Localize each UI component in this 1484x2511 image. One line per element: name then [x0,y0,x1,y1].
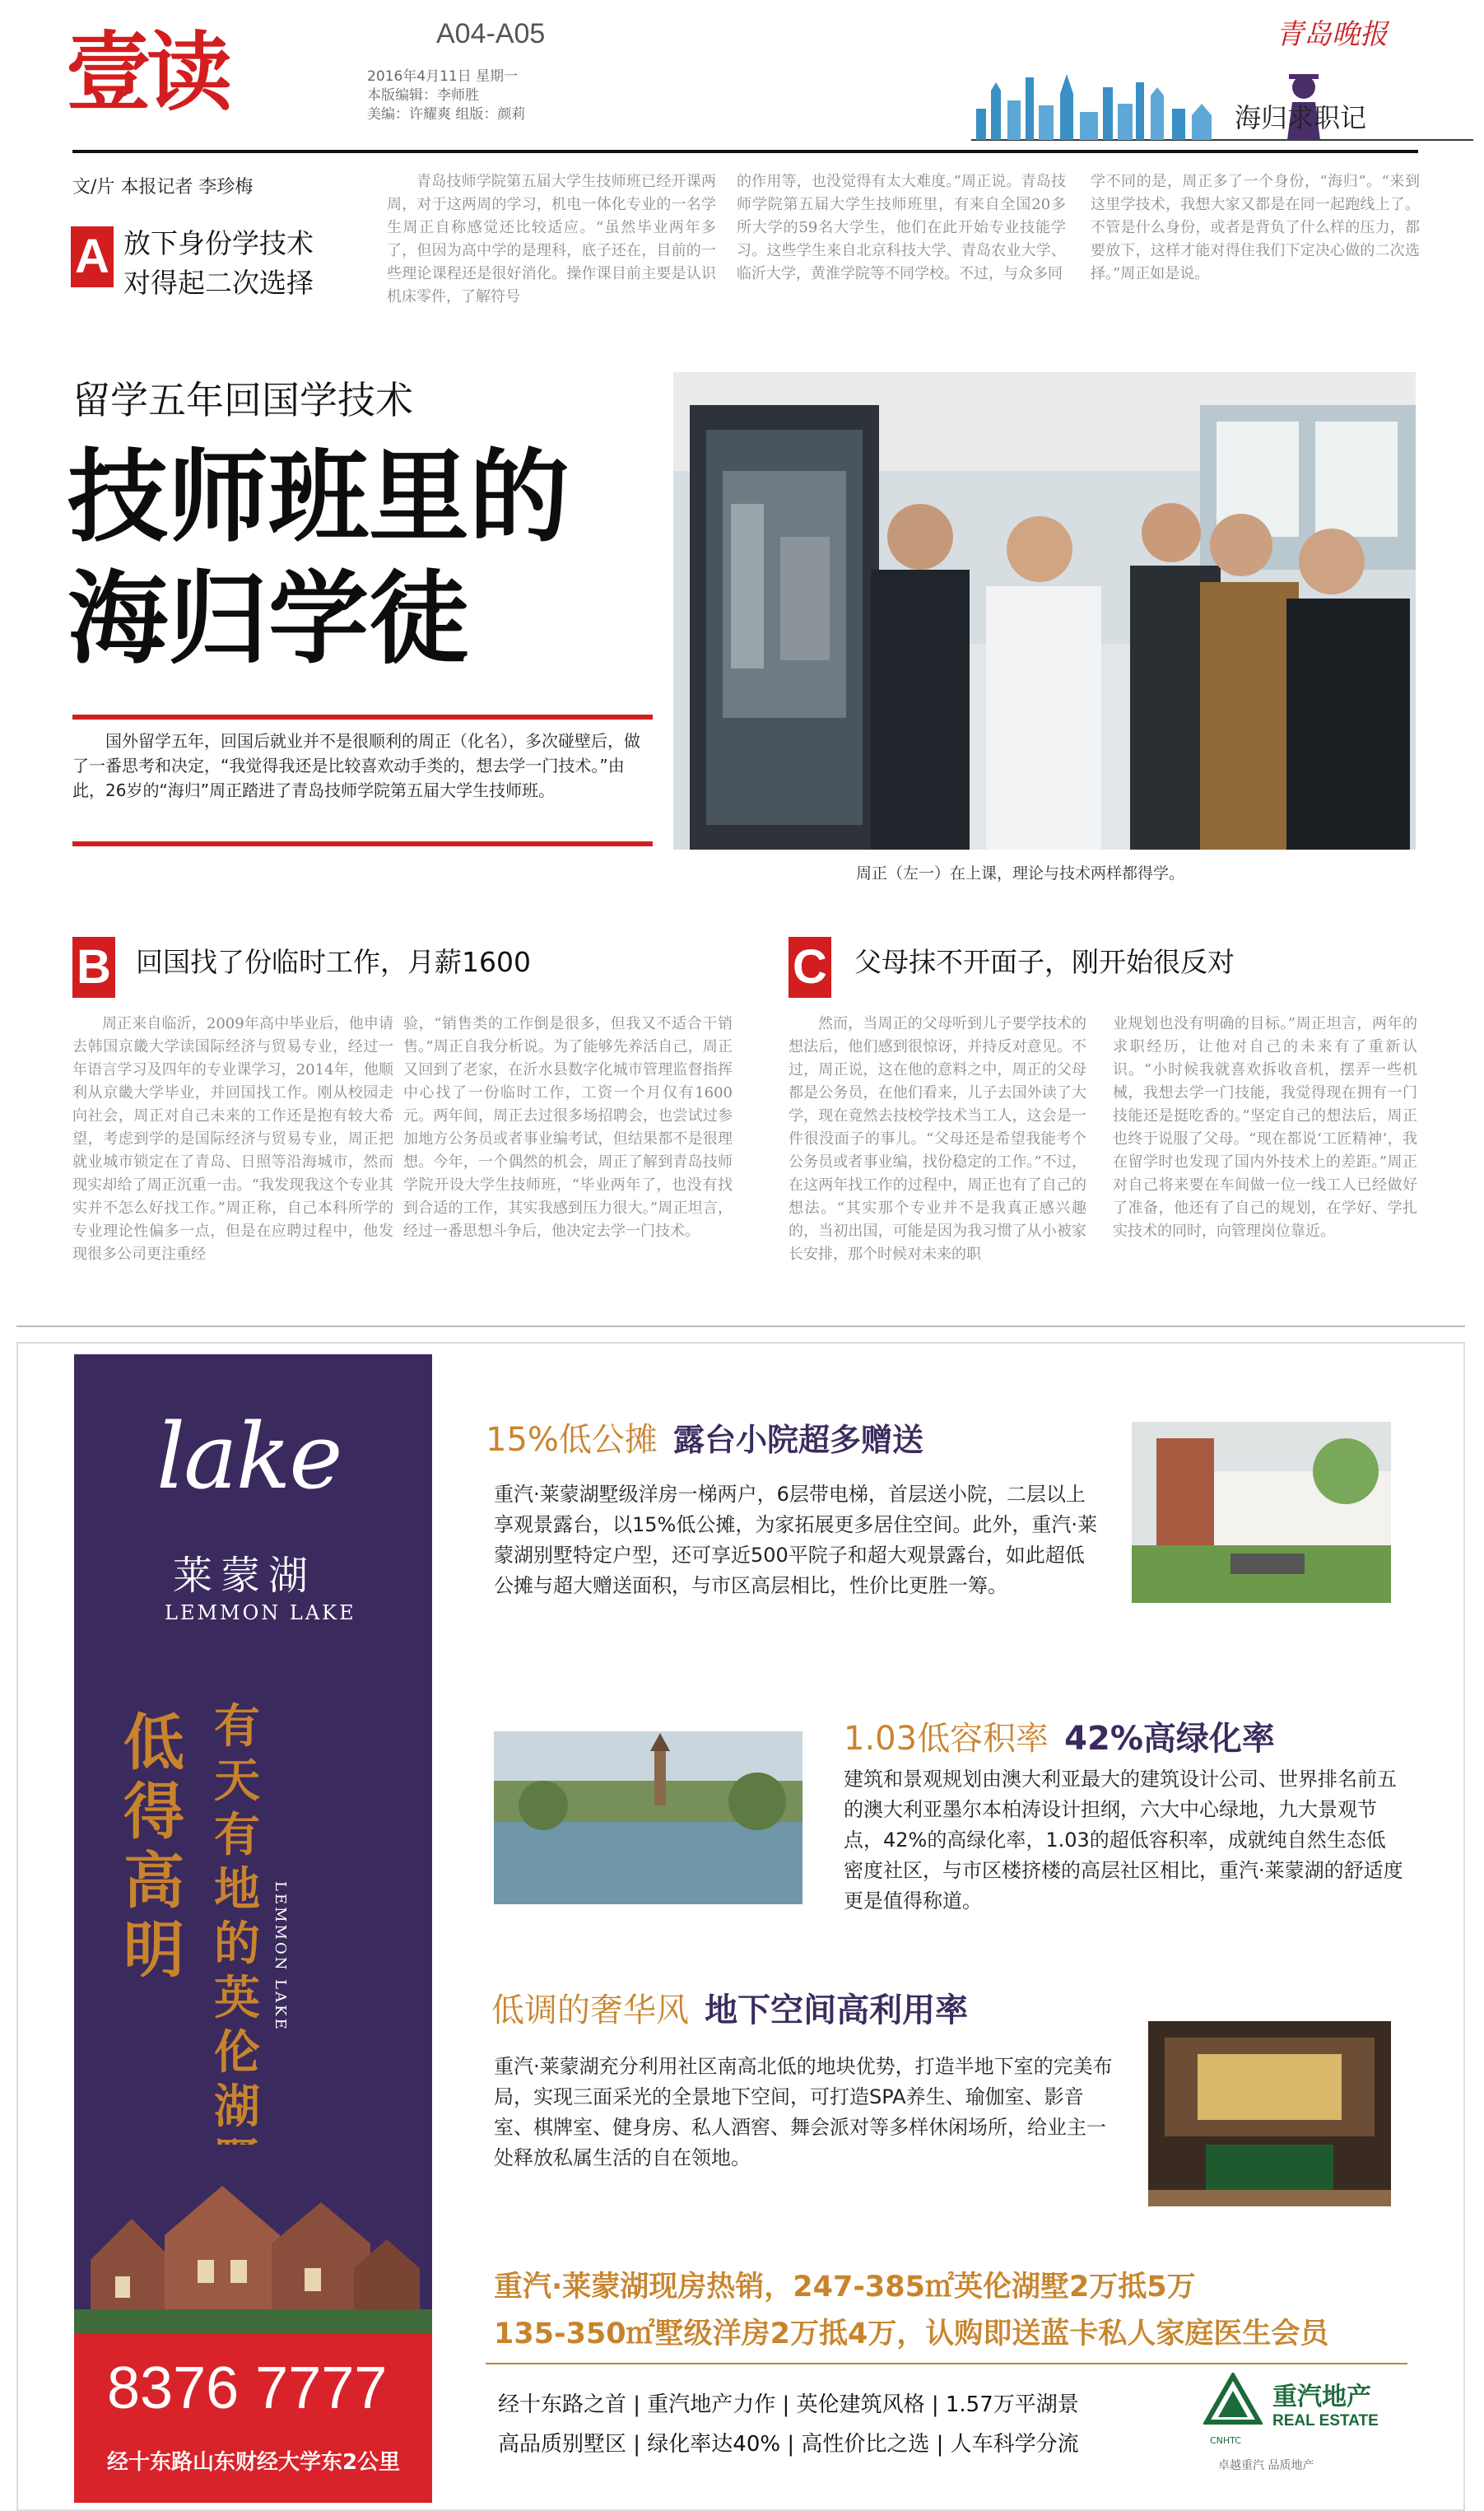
ad-block3-body: 重汽·莱蒙湖充分利用社区南高北低的地块优势，打造半地下室的完美布局，实现三面采光的全景地下空间，可打造SPA养生、瑜伽室、影音室、棋牌室、健身房、私人酒窖、舞会派对等多样休闲场所，给业主一处释放私属生活的自在领地。 [494,2055,1113,2169]
ad-features-line-2: 高品质别墅区 | 绿化率达40% | 高性价比之选 | 人车科学分流 [498,2432,1079,2457]
section-b-column-2: 验，“销售类的工作倒是很多，但我又不适合干销售。”周正自我分析说。为了能够先养活自己，周正又回到了老家，在沂水县数字化城市管理监督指挥中心找了一份临时工作，工资一个月仅有1600元。两年间，周正去过很多场招聘会，也尝试过参加地方公务员或者事业编考试，但结果都不是很理想。今年，一个偶然的机会，周正了解到青岛技师学院开设大学生技师班，“毕业两年了，也没有找到合适的工作，其实我感到压力很大。”周正坦言，经过一番思想斗争后，他决定去学一门技术。 [403,1015,733,1240]
ad-block2-heading [844,1712,1275,1759]
developer-abbr: CNHTC [1210,2435,1241,2446]
ad-slogan-right: 有天有地的英伦湖 [214,1700,260,2134]
ad-block1-heading-2: 露台小院超多赠送 [673,1422,924,1458]
ad-promo-line-1: 重汽·莱蒙湖现房热销，247-385㎡英伦湖墅2万抵5万 [494,2271,1196,2304]
section-c-column-1: 然而，当周正的父母听到儿子要学技术的想法后，他们感到很惊讶，并持反对意见。不过，周正说，这在他的意料之中，周正的父母都是公务员，在他们看来，儿子去国外读了大学，现在竟然去技校学技术当工人，这会是一件很没面子的事儿。“父母还是希望我能考个公务员或者事业编，找份稳定的工作。”不过，在这两年找工作的过程中，周正也有了自己的想法。“其实那个专业并不是我真正感兴趣的，当初出国，可能是因为我习惯了从小被家长安排，那个时候对未来的职 [789,1015,1086,1263]
section-a-title [123,224,370,303]
editor-line: 本版编辑：李师胜 [367,87,479,104]
headline-kicker: 留学五年回国学技术 [72,378,413,422]
ad-block3-heading [491,1984,968,2031]
section-brand: 壹读 [66,22,228,123]
developer-logo-icon [1203,2373,1263,2432]
ad-brand-cn: 莱蒙湖 [173,1553,317,1599]
developer-tagline: 卓越重汽 品质地产 [1218,2459,1314,2472]
developer-name-en: REAL ESTATE [1272,2412,1379,2429]
basement-photo [1148,2021,1391,2206]
section-b-column-1: 周正来自临沂，2009年高中毕业后，他申请去韩国京畿大学读国际经济与贸易专业，经过一年语言学习及四年的专业课学习，2014年，他顺利从京畿大学毕业，并回国找工作。刚从校园走向社会，周正对自己未来的工作还是抱有较大希望，考虑到学的是国际经济与贸易专业，周正把就业城市锁定在了青岛、日照等沿海城市，然而现实却给了周正沉重一击。“我发现我这个专业其实并不怎么好找工作。”周正称，自己本科所学的专业理论性偏多一点，但是在应聘过程中，他发现很多公司更注重经 [72,1015,393,1263]
section-c-title: 父母抹不开面子，刚开始很反对 [854,946,1235,978]
design-line: 美编：许耀爽 组版：颜莉 [367,106,526,123]
ad-block1-heading-1: 15%低公摊 [486,1421,658,1459]
section-a-title-line-1: 放下身份学技术 [123,227,314,259]
ad-side-banner [74,1354,432,2503]
ad-block3-heading-2: 地下空间高利用率 [705,1992,969,2029]
ad-promo-line-2: 135-350㎡墅级洋房2万抵4万，认购即送蓝卡私人家庭医生会员 [494,2318,1329,2350]
section-c-letter: C [789,937,831,998]
ad-block2-body: 建筑和景观规划由澳大利亚最大的建筑设计公司、世界排名前五的澳大利亚墨尔本柏涛设计担纲，六大中心绿地，九大景观节点，42%的高绿化率，1.03的超低容积率，成就纯自然生态低密度社区，与市区楼挤楼的高层社区相比，重汽·莱蒙湖的舒适度更是值得称道。 [844,1768,1403,1912]
lede-top-rule [72,715,653,720]
section-a-column-1: 青岛技师学院第五届大学生技师班已经开课两周，对于这两周的学习，机电一体化专业的一名学生周正自称感觉还比较适应。“虽然毕业两年多了，但因为高中学的是理科，底子还在，目前的一些理论课程还是很好消化。操作课目前主要是认识机床零件，了解符号 [387,173,716,305]
section-b-letter: B [72,937,115,998]
ad-logo: lake [156,1404,342,1509]
ad-phone-number: 8376 7777 [107,2355,388,2421]
ad-promo-rule [486,2363,1407,2364]
section-b-title: 回国找了份临时工作，月薪1600 [136,946,531,978]
courtyard-photo [1132,1422,1391,1603]
lede-bottom-rule [72,841,653,846]
article-bottom-rule [16,1325,1465,1327]
ad-block1-heading [486,1414,923,1460]
ad-brand-en: LEMMON LAKE [165,1601,356,1624]
classroom-photo [673,372,1416,850]
page-range: A04-A05 [436,18,546,49]
ad-block2-heading-2: 42%高绿化率 [1064,1720,1275,1758]
byline: 文/片 本报记者 李珍梅 [72,177,254,198]
header-rule [72,150,1418,153]
ad-slogan-left: 低得高明 [123,1707,184,1986]
skyline-illustration [971,58,1482,148]
ad-address: 经十东路山东财经大学东2公里 [107,2450,401,2475]
date-line: 2016年4月11日 星期一 [367,68,519,85]
villa-illustration [74,2145,432,2334]
ad-block3-heading-1: 低调的奢华风 [491,1992,689,2029]
ad-phone-box [74,2334,432,2503]
section-a-column-2: 的作用等，也没觉得有太大难度。”周正说。青岛技师学院第五届大学生技师班里，有来自全国20多所大学的59名大学生，他们在此开始专业技能学习。这些学生来自北京科技大学、青岛农业大学、临沂大学，黄淮学院等不同学校。不过，与众多同 [737,173,1066,282]
ad-slogan-en: LEMMON LAKE [272,1881,289,2032]
section-a-letter: A [71,226,114,287]
newspaper-name: 青岛晚报 [1276,18,1388,51]
section-c-column-2: 业规划也没有明确的目标。”周正坦言，两年的求职经历，让他对自己的未来有了重新认识。“小时候我就喜欢拆收音机，摆弄一些机械，我想去学一门技能，我觉得现在拥有一门技能还是挺吃香的。”坚定自己的想法后，周正也终于说服了父母。“现在都说‘工匠精神’，我在留学时也发现了国内外技术上的差距。”周正对自己将来要在车间做一位一线工人已经做好了准备，他还有了自己的规划，在学好、学扎实技术的同时，向管理岗位靠近。 [1113,1015,1417,1240]
ad-features-line-1: 经十东路之首 | 重汽地产力作 | 英伦建筑风格 | 1.57万平湖景 [498,2392,1079,2417]
photo-caption: 周正（左一）在上课，理论与技术两样都得学。 [856,864,1185,883]
ad-block2-heading-1: 1.03低容积率 [844,1720,1049,1758]
section-a-column-3: 学不同的是，周正多了一个身份，“海归”。“来到这里学技术，我想大家又都是在同一起跑线上了。不管是什么身份，或者是背负了什么样的压力，都要放下，这样才能对得住我们下定决心做的二次选择。”周正如是说。 [1091,173,1420,282]
headline-line-1: 技师班里的 [67,439,570,556]
column-tag: 海归求职记 [1235,102,1367,133]
lake-photo [494,1731,802,1904]
lede-paragraph: 国外留学五年，回国后就业并不是很顺利的周正（化名），多次碰壁后，做了一番思考和决定，“我觉得我还是比较喜欢动手类的，想去学一门技术。”由此，26岁的“海归”周正踏进了青岛技师学院第五届大学生技师班。 [72,731,640,800]
ad-block1-body: 重汽·莱蒙湖墅级洋房一梯两户，6层带电梯，首层送小院，二层以上享观景露台，以15%低公摊，为家拓展更多居住空间。此外，重汽·莱蒙湖别墅特定户型，还可享近500平院子和超大观景露台，如此超低公摊与超大赠送面积，与市区高层相比，性价比更胜一筹。 [494,1483,1097,1597]
headline-line-2: 海归学徒 [67,561,469,678]
section-a-title-line-2: 对得起二次选择 [123,267,314,299]
developer-name-cn: 重汽地产 [1272,2383,1371,2411]
main-headline [67,436,660,680]
